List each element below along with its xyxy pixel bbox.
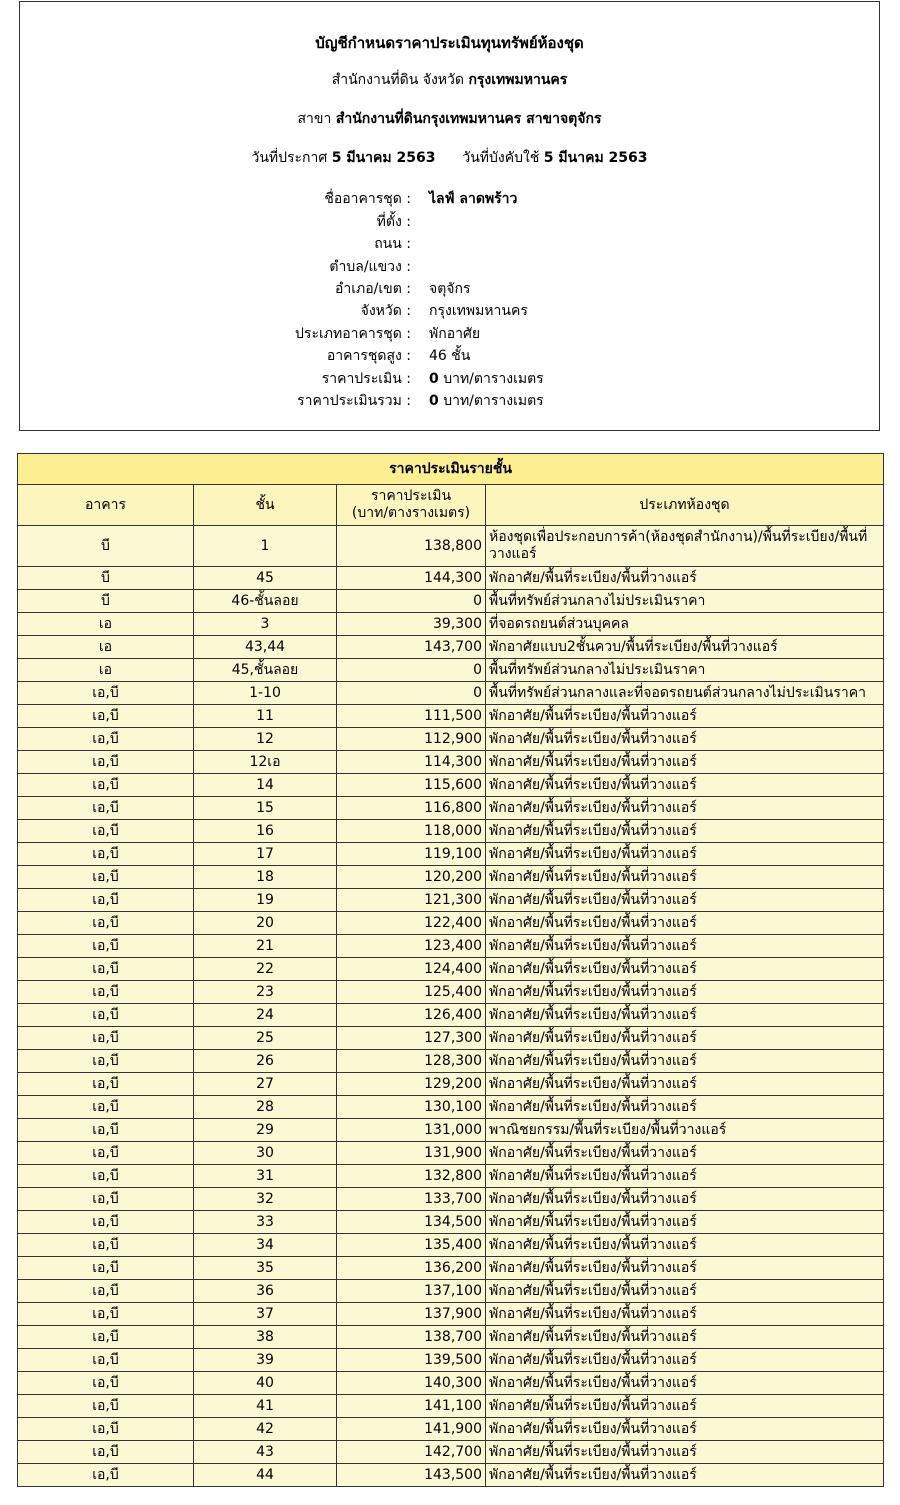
cell-building: เอ,บี <box>18 1142 194 1165</box>
cell-room-type: พักอาศัย/พื้นที่ระเบียง/พื้นที่วางแอร์ <box>486 1464 884 1487</box>
cell-floor: 38 <box>194 1326 337 1349</box>
price-label: ราคาประเมิน : <box>321 371 411 387</box>
cell-building: เอ <box>18 636 194 659</box>
table-row <box>18 728 884 751</box>
cell-building: เอ,บี <box>18 889 194 912</box>
cell-room-type: พักอาศัย/พื้นที่ระเบียง/พื้นที่วางแอร์ <box>486 1349 884 1372</box>
cell-room-type: พักอาศัย/พื้นที่ระเบียง/พื้นที่วางแอร์ <box>486 1188 884 1211</box>
info-row-price <box>20 368 879 390</box>
cell-room-type: พักอาศัย/พื้นที่ระเบียง/พื้นที่วางแอร์ <box>486 1096 884 1119</box>
cell-room-type: พักอาศัย/พื้นที่ระเบียง/พื้นที่วางแอร์ <box>486 981 884 1004</box>
table-row <box>18 590 884 613</box>
table-row <box>18 613 884 636</box>
cell-room-type: พักอาศัย/พื้นที่ระเบียง/พื้นที่วางแอร์ <box>486 1257 884 1280</box>
province-value: กรุงเทพมหานคร <box>429 303 528 319</box>
cell-room-type: พักอาศัย/พื้นที่ระเบียง/พื้นที่วางแอร์ <box>486 1234 884 1257</box>
cell-price: 126,400 <box>337 1004 486 1027</box>
table-row <box>18 820 884 843</box>
table-row <box>18 1372 884 1395</box>
cell-price: 123,400 <box>337 935 486 958</box>
cell-floor: 37 <box>194 1303 337 1326</box>
cell-price: 127,300 <box>337 1027 486 1050</box>
cell-price: 116,800 <box>337 797 486 820</box>
cell-room-type: พักอาศัย/พื้นที่ระเบียง/พื้นที่วางแอร์ <box>486 935 884 958</box>
cell-building: เอ,บี <box>18 981 194 1004</box>
cell-floor: 36 <box>194 1280 337 1303</box>
page-title: บัญชีกำหนดราคาประเมินทุนทรัพย์ห้องชุด <box>315 34 584 52</box>
district-label: อำเภอ/เขต : <box>334 281 411 297</box>
table-row <box>18 1326 884 1349</box>
table-row <box>18 1050 884 1073</box>
table-row <box>18 1188 884 1211</box>
table-row <box>18 1418 884 1441</box>
info-row-road <box>20 233 879 255</box>
cell-room-type: พักอาศัย/พื้นที่ระเบียง/พื้นที่วางแอร์ <box>486 751 884 774</box>
cell-room-type: พักอาศัย/พื้นที่ระเบียง/พื้นที่วางแอร์ <box>486 889 884 912</box>
cell-building: เอ,บี <box>18 1211 194 1234</box>
cell-price: 39,300 <box>337 613 486 636</box>
cell-price: 133,700 <box>337 1188 486 1211</box>
table-row <box>18 1257 884 1280</box>
cell-price: 129,200 <box>337 1073 486 1096</box>
cell-price: 141,100 <box>337 1395 486 1418</box>
cell-building: เอ,บี <box>18 1188 194 1211</box>
cell-floor: 39 <box>194 1349 337 1372</box>
effective-date: 5 มีนาคม 2563 <box>543 150 648 166</box>
cell-price: 112,900 <box>337 728 486 751</box>
cell-building: เอ,บี <box>18 682 194 705</box>
table-row <box>18 981 884 1004</box>
effective-label: วันที่บังคับใช้ <box>462 150 540 166</box>
table-row <box>18 1349 884 1372</box>
table-row <box>18 659 884 682</box>
height-value: 46 ชั้น <box>429 348 471 364</box>
cell-price: 137,100 <box>337 1280 486 1303</box>
table-row <box>18 1464 884 1487</box>
column-header-price-line1: ราคาประเมิน <box>370 488 452 504</box>
cell-room-type: พื้นที่ทรัพย์ส่วนกลางไม่ประเมินราคา <box>486 590 884 613</box>
district-value: จตุจักร <box>429 281 471 297</box>
cell-floor: 46-ชั้นลอย <box>194 590 337 613</box>
cell-room-type: ห้องชุดเพื่อประกอบการค้า(ห้องชุดสำนักงาน)/พื้นที่ระเบียง/พื้นที่วางแอร์ <box>486 526 884 567</box>
cell-building: เอ,บี <box>18 1257 194 1280</box>
info-row-building-name <box>20 188 879 210</box>
branch-name: สำนักงานที่ดินกรุงเทพมหานคร สาขาจตุจักร <box>335 111 602 127</box>
cell-floor: 19 <box>194 889 337 912</box>
table-row <box>18 751 884 774</box>
cell-floor: 16 <box>194 820 337 843</box>
cell-price: 142,700 <box>337 1441 486 1464</box>
cell-building: เอ,บี <box>18 1326 194 1349</box>
building-name-value: ไลฟ์ ลาดพร้าว <box>429 191 518 207</box>
column-header-floor: ชั้น <box>194 485 337 526</box>
cell-room-type: พักอาศัย/พื้นที่ระเบียง/พื้นที่วางแอร์ <box>486 705 884 728</box>
office-line <box>20 69 879 91</box>
cell-floor: 1 <box>194 526 337 567</box>
cell-price: 131,900 <box>337 1142 486 1165</box>
cell-floor: 25 <box>194 1027 337 1050</box>
table-row <box>18 567 884 590</box>
cell-floor: 21 <box>194 935 337 958</box>
cell-price: 115,600 <box>337 774 486 797</box>
price-value: 0 <box>429 371 439 387</box>
cell-room-type: พักอาศัย/พื้นที่ระเบียง/พื้นที่วางแอร์ <box>486 1280 884 1303</box>
cell-price: 0 <box>337 659 486 682</box>
table-row <box>18 1096 884 1119</box>
cell-price: 122,400 <box>337 912 486 935</box>
cell-building: เอ,บี <box>18 1441 194 1464</box>
cell-room-type: พื้นที่ทรัพย์ส่วนกลางและที่จอดรถยนต์ส่วนกลางไม่ประเมินราคา <box>486 682 884 705</box>
cell-price: 144,300 <box>337 567 486 590</box>
cell-floor: 28 <box>194 1096 337 1119</box>
table-row <box>18 843 884 866</box>
province-label: จังหวัด : <box>360 303 411 319</box>
cell-price: 138,800 <box>337 526 486 567</box>
header-box <box>19 1 880 431</box>
cell-price: 119,100 <box>337 843 486 866</box>
table-row <box>18 682 884 705</box>
total-value-line <box>429 390 544 412</box>
cell-building: เอ,บี <box>18 1303 194 1326</box>
table-row <box>18 1073 884 1096</box>
cell-room-type: พักอาศัย/พื้นที่ระเบียง/พื้นที่วางแอร์ <box>486 1142 884 1165</box>
cell-building: เอ,บี <box>18 1073 194 1096</box>
cell-price: 124,400 <box>337 958 486 981</box>
floor-price-table-wrap <box>17 453 883 1487</box>
cell-floor: 34 <box>194 1234 337 1257</box>
table-row <box>18 1441 884 1464</box>
cell-building: เอ,บี <box>18 866 194 889</box>
cell-room-type: พักอาศัย/พื้นที่ระเบียง/พื้นที่วางแอร์ <box>486 774 884 797</box>
table-row <box>18 1280 884 1303</box>
cell-floor: 12 <box>194 728 337 751</box>
cell-price: 134,500 <box>337 1211 486 1234</box>
price-unit: บาท/ตารางเมตร <box>443 371 544 387</box>
cell-price: 136,200 <box>337 1257 486 1280</box>
table-row <box>18 1119 884 1142</box>
cell-price: 141,900 <box>337 1418 486 1441</box>
cell-room-type: พักอาศัย/พื้นที่ระเบียง/พื้นที่วางแอร์ <box>486 1165 884 1188</box>
info-row-total <box>20 390 879 412</box>
cell-floor: 12เอ <box>194 751 337 774</box>
type-label: ประเภทอาคารชุด : <box>295 326 411 342</box>
cell-building: บี <box>18 526 194 567</box>
cell-floor: 43,44 <box>194 636 337 659</box>
total-unit: บาท/ตารางเมตร <box>443 393 544 409</box>
cell-room-type: พื้นที่ทรัพย์ส่วนกลางไม่ประเมินราคา <box>486 659 884 682</box>
table-row <box>18 1165 884 1188</box>
info-row-height <box>20 345 879 367</box>
cell-building: เอ,บี <box>18 728 194 751</box>
table-body <box>18 526 884 1487</box>
cell-room-type: พักอาศัย/พื้นที่ระเบียง/พื้นที่วางแอร์ <box>486 820 884 843</box>
cell-price: 118,000 <box>337 820 486 843</box>
cell-floor: 14 <box>194 774 337 797</box>
cell-building: เอ,บี <box>18 1280 194 1303</box>
cell-price: 137,900 <box>337 1303 486 1326</box>
cell-price: 138,700 <box>337 1326 486 1349</box>
location-label: ที่ตั้ง : <box>376 214 411 230</box>
cell-building: เอ <box>18 613 194 636</box>
table-row <box>18 1027 884 1050</box>
cell-building: เอ,บี <box>18 1050 194 1073</box>
cell-room-type: พักอาศัย/พื้นที่ระเบียง/พื้นที่วางแอร์ <box>486 958 884 981</box>
cell-room-type: พักอาศัย/พื้นที่ระเบียง/พื้นที่วางแอร์ <box>486 1418 884 1441</box>
cell-room-type: พักอาศัย/พื้นที่ระเบียง/พื้นที่วางแอร์ <box>486 1027 884 1050</box>
column-header-room-type: ประเภทห้องชุด <box>486 485 884 526</box>
office-prefix: สำนักงานที่ดิน จังหวัด <box>331 72 464 88</box>
column-header-price-line2: (บาท/ตางรางเมตร) <box>351 505 471 521</box>
cell-floor: 31 <box>194 1165 337 1188</box>
height-label: อาคารชุดสูง : <box>326 348 411 364</box>
cell-room-type: พักอาศัย/พื้นที่ระเบียง/พื้นที่วางแอร์ <box>486 843 884 866</box>
cell-room-type: พักอาศัย/พื้นที่ระเบียง/พื้นที่วางแอร์ <box>486 567 884 590</box>
road-label: ถนน : <box>374 236 411 252</box>
table-row <box>18 866 884 889</box>
cell-building: เอ,บี <box>18 751 194 774</box>
cell-price: 131,000 <box>337 1119 486 1142</box>
cell-building: เอ,บี <box>18 912 194 935</box>
cell-floor: 22 <box>194 958 337 981</box>
cell-building: เอ,บี <box>18 797 194 820</box>
cell-floor: 45,ชั้นลอย <box>194 659 337 682</box>
cell-price: 140,300 <box>337 1372 486 1395</box>
total-label: ราคาประเมินรวม : <box>297 393 411 409</box>
cell-price: 128,300 <box>337 1050 486 1073</box>
cell-building: เอ,บี <box>18 1372 194 1395</box>
table-row <box>18 912 884 935</box>
cell-room-type: พักอาศัย/พื้นที่ระเบียง/พื้นที่วางแอร์ <box>486 866 884 889</box>
cell-floor: 17 <box>194 843 337 866</box>
cell-floor: 41 <box>194 1395 337 1418</box>
cell-price: 143,700 <box>337 636 486 659</box>
table-row <box>18 935 884 958</box>
cell-price: 139,500 <box>337 1349 486 1372</box>
cell-building: เอ,บี <box>18 1234 194 1257</box>
cell-building: เอ,บี <box>18 1464 194 1487</box>
cell-building: เอ,บี <box>18 1119 194 1142</box>
cell-building: เอ,บี <box>18 1349 194 1372</box>
info-row-subdistrict <box>20 256 879 278</box>
cell-room-type: พักอาศัย/พื้นที่ระเบียง/พื้นที่วางแอร์ <box>486 1441 884 1464</box>
cell-price: 121,300 <box>337 889 486 912</box>
table-row <box>18 636 884 659</box>
table-row <box>18 774 884 797</box>
cell-floor: 1-10 <box>194 682 337 705</box>
cell-building: เอ,บี <box>18 935 194 958</box>
cell-floor: 42 <box>194 1418 337 1441</box>
table-row <box>18 1211 884 1234</box>
cell-floor: 26 <box>194 1050 337 1073</box>
cell-floor: 44 <box>194 1464 337 1487</box>
table-row <box>18 1234 884 1257</box>
cell-floor: 32 <box>194 1188 337 1211</box>
cell-floor: 15 <box>194 797 337 820</box>
table-row <box>18 1004 884 1027</box>
table-row <box>18 958 884 981</box>
cell-price: 120,200 <box>337 866 486 889</box>
column-header-price <box>337 485 486 526</box>
cell-room-type: ที่จอดรถยนต์ส่วนบุคคล <box>486 613 884 636</box>
cell-room-type: พักอาศัย/พื้นที่ระเบียง/พื้นที่วางแอร์ <box>486 797 884 820</box>
price-value-line <box>429 368 544 390</box>
cell-price: 0 <box>337 682 486 705</box>
cell-room-type: พักอาศัย/พื้นที่ระเบียง/พื้นที่วางแอร์ <box>486 1372 884 1395</box>
column-header-building: อาคาร <box>18 485 194 526</box>
cell-room-type: พักอาศัย/พื้นที่ระเบียง/พื้นที่วางแอร์ <box>486 1326 884 1349</box>
cell-building: บี <box>18 567 194 590</box>
table-caption: ราคาประเมินรายชั้น <box>18 454 884 485</box>
subdistrict-label: ตำบล/แขวง : <box>329 259 411 275</box>
table-row <box>18 705 884 728</box>
dates-line <box>20 147 879 169</box>
cell-building: เอ,บี <box>18 1027 194 1050</box>
cell-floor: 23 <box>194 981 337 1004</box>
table-row <box>18 1395 884 1418</box>
cell-room-type: พักอาศัย/พื้นที่ระเบียง/พื้นที่วางแอร์ <box>486 1004 884 1027</box>
cell-room-type: พักอาศัย/พื้นที่ระเบียง/พื้นที่วางแอร์ <box>486 1211 884 1234</box>
office-province: กรุงเทพมหานคร <box>468 72 568 88</box>
cell-room-type: พักอาศัย/พื้นที่ระเบียง/พื้นที่วางแอร์ <box>486 1303 884 1326</box>
cell-room-type: พักอาศัย/พื้นที่ระเบียง/พื้นที่วางแอร์ <box>486 1395 884 1418</box>
announce-label: วันที่ประกาศ <box>251 150 328 166</box>
cell-price: 143,500 <box>337 1464 486 1487</box>
cell-floor: 18 <box>194 866 337 889</box>
cell-floor: 29 <box>194 1119 337 1142</box>
cell-building: เอ,บี <box>18 843 194 866</box>
cell-building: เอ,บี <box>18 774 194 797</box>
branch-prefix: สาขา <box>297 111 332 127</box>
cell-price: 132,800 <box>337 1165 486 1188</box>
cell-building: เอ,บี <box>18 820 194 843</box>
cell-building: เอ,บี <box>18 1165 194 1188</box>
type-value: พักอาศัย <box>429 326 481 342</box>
info-row-location <box>20 211 879 233</box>
branch-line <box>20 108 879 130</box>
cell-floor: 11 <box>194 705 337 728</box>
cell-room-type: พาณิชยกรรม/พื้นที่ระเบียง/พื้นที่วางแอร์ <box>486 1119 884 1142</box>
cell-floor: 24 <box>194 1004 337 1027</box>
info-row-district <box>20 278 879 300</box>
cell-floor: 27 <box>194 1073 337 1096</box>
announce-date: 5 มีนาคม 2563 <box>331 150 436 166</box>
table-row <box>18 889 884 912</box>
cell-floor: 33 <box>194 1211 337 1234</box>
cell-floor: 43 <box>194 1441 337 1464</box>
cell-price: 111,500 <box>337 705 486 728</box>
table-row <box>18 1303 884 1326</box>
cell-floor: 35 <box>194 1257 337 1280</box>
cell-floor: 3 <box>194 613 337 636</box>
info-row-province <box>20 300 879 322</box>
cell-room-type: พักอาศัย/พื้นที่ระเบียง/พื้นที่วางแอร์ <box>486 1050 884 1073</box>
table-row <box>18 1142 884 1165</box>
floor-price-table <box>17 453 884 1487</box>
cell-building: เอ,บี <box>18 958 194 981</box>
cell-price: 135,400 <box>337 1234 486 1257</box>
cell-building: เอ,บี <box>18 1096 194 1119</box>
cell-building: เอ,บี <box>18 1395 194 1418</box>
cell-room-type: พักอาศัย/พื้นที่ระเบียง/พื้นที่วางแอร์ <box>486 912 884 935</box>
cell-price: 114,300 <box>337 751 486 774</box>
cell-room-type: พักอาศัยแบบ2ชั้นควบ/พื้นที่ระเบียง/พื้นที่วางแอร์ <box>486 636 884 659</box>
cell-floor: 40 <box>194 1372 337 1395</box>
cell-building: เอ,บี <box>18 705 194 728</box>
cell-price: 125,400 <box>337 981 486 1004</box>
cell-price: 0 <box>337 590 486 613</box>
info-row-type <box>20 323 879 345</box>
building-name-label: ชื่ออาคารชุด : <box>324 191 411 207</box>
total-value: 0 <box>429 393 439 409</box>
cell-room-type: พักอาศัย/พื้นที่ระเบียง/พื้นที่วางแอร์ <box>486 1073 884 1096</box>
cell-building: เอ,บี <box>18 1004 194 1027</box>
cell-price: 130,100 <box>337 1096 486 1119</box>
table-row <box>18 526 884 567</box>
cell-building: เอ,บี <box>18 1418 194 1441</box>
cell-building: เอ <box>18 659 194 682</box>
cell-building: บี <box>18 590 194 613</box>
table-row <box>18 797 884 820</box>
cell-floor: 30 <box>194 1142 337 1165</box>
cell-floor: 20 <box>194 912 337 935</box>
cell-room-type: พักอาศัย/พื้นที่ระเบียง/พื้นที่วางแอร์ <box>486 728 884 751</box>
cell-floor: 45 <box>194 567 337 590</box>
